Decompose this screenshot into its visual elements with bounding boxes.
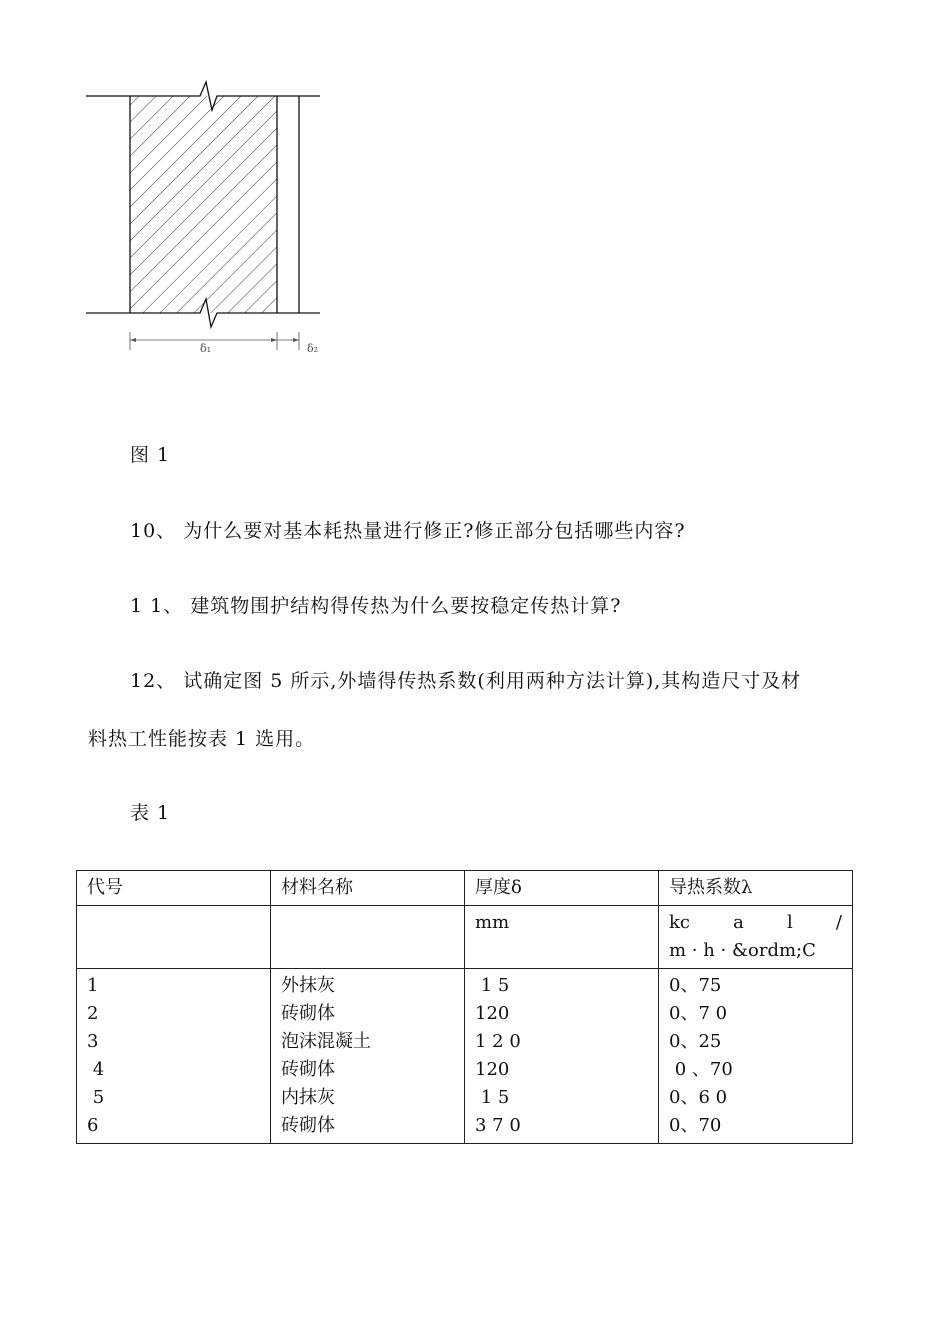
header-code: 代号 <box>77 871 271 906</box>
table-header-row <box>77 871 853 906</box>
delta1-label: δ₁ <box>200 342 212 355</box>
figure-caption: 图 1 <box>130 444 171 466</box>
header-material: 材料名称 <box>271 871 465 906</box>
header-thickness: 厚度δ <box>465 871 659 906</box>
wall-section-figure <box>80 70 340 370</box>
brick-layer-hatch <box>130 96 277 313</box>
table-data-row <box>77 969 853 1144</box>
unit-thickness: mm <box>465 906 659 969</box>
conductivities-cell: 0、75 0、7 0 0、25 0 、70 0、6 0 0、70 <box>659 969 853 1144</box>
table-units-row <box>77 906 853 969</box>
question-12-line-1: 12、 试确定图 5 所示,外墙得传热系数(利用两种方法计算),其构造尺寸及材 <box>130 670 802 692</box>
header-conductivity: 导热系数λ <box>659 871 853 906</box>
table-caption: 表 1 <box>130 802 171 824</box>
thicknesses-cell: 1 5 120 1 2 0 120 1 5 3 7 0 <box>465 969 659 1144</box>
material-properties-table <box>76 870 853 1144</box>
codes-cell: 1 2 3 4 5 6 <box>77 969 271 1144</box>
question-11: 1 1、 建筑物围护结构得传热为什么要按稳定传热计算? <box>130 595 622 617</box>
delta2-label: δ₂ <box>307 342 319 355</box>
materials-cell: 外抹灰 砖砌体 泡沫混凝土 砖砌体 内抹灰 砖砌体 <box>271 969 465 1144</box>
question-12-line-2: 料热工性能按表 1 选用。 <box>88 728 316 750</box>
unit-conductivity: kc a l / m · h · &ordm;C <box>659 906 853 969</box>
wall-section-drawing <box>80 70 340 370</box>
question-10: 10、 为什么要对基本耗热量进行修正?修正部分包括哪些内容? <box>130 520 686 542</box>
